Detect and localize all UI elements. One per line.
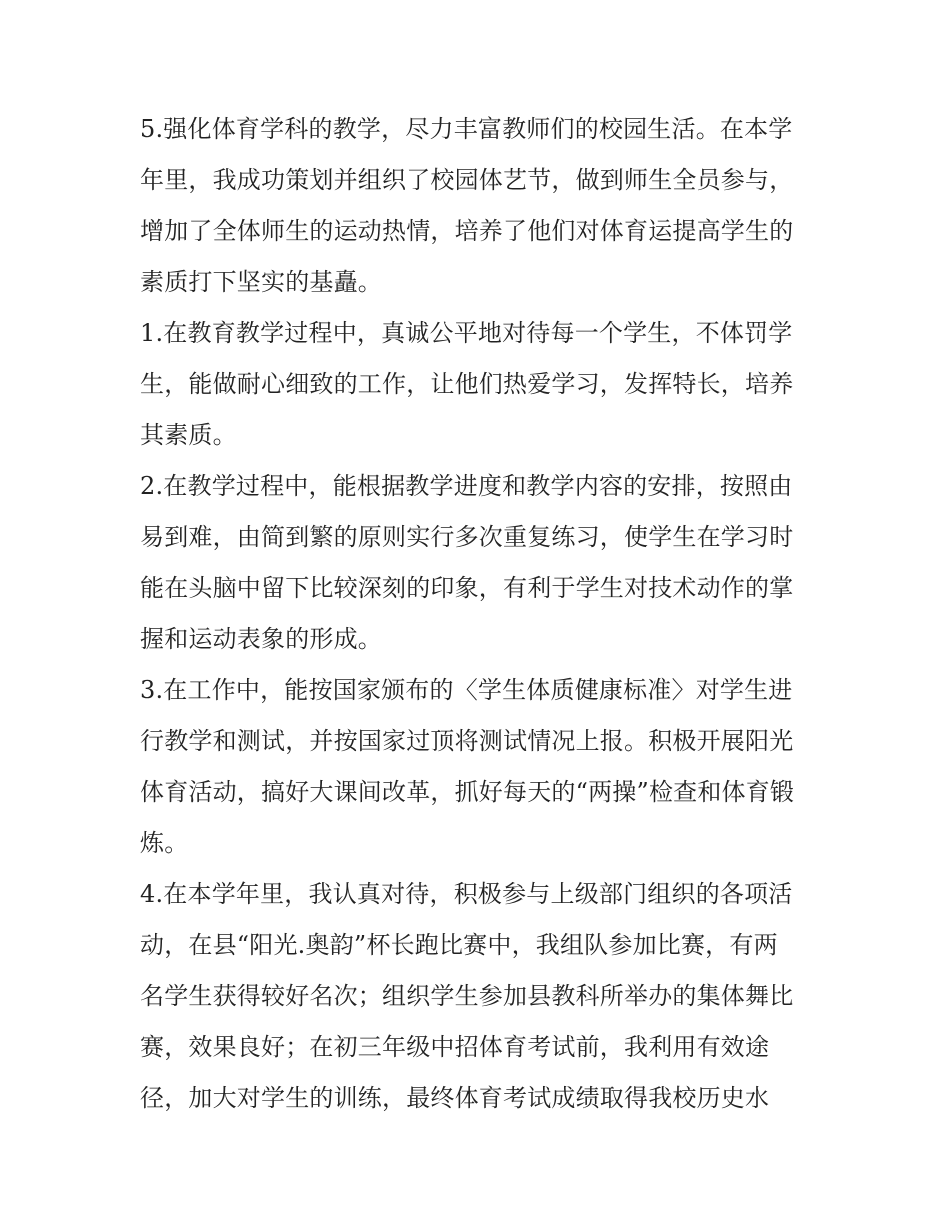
text-line: 易到难，由简到繁的原则实行多次重复练习，使学生在学习时 (140, 523, 794, 551)
text-line: 5.强化体育学科的教学，尽力丰富教师们的校园生活。在本学 (140, 115, 793, 143)
paragraph-4 (140, 869, 816, 1124)
text-line: 3.在工作中，能按国家颁布的〈学生体质健康标准〉对学生进 (140, 676, 793, 704)
text-line: 年里，我成功策划并组织了校园体艺节，做到师生全员参与， (140, 166, 794, 194)
text-line: 径，加大对学生的训练，最终体育考试成绩取得我校历史水 (140, 1084, 770, 1112)
text-line: 2.在教学过程中，能根据教学进度和教学内容的安排，按照由 (140, 472, 793, 500)
text-line: 1.在教育教学过程中，真诚公平地对待每一个学生，不体罚学 (140, 319, 793, 347)
text-line: 动，在县“阳光.奥韵”杯长跑比赛中，我组队参加比赛，有两 (140, 931, 778, 959)
text-line: 握和运动表象的形成。 (140, 625, 382, 653)
text-line: 炼。 (140, 829, 189, 857)
text-line: 名学生获得较好名次；组织学生参加县教科所举办的集体舞比 (140, 982, 794, 1010)
text-line: 其素质。 (140, 421, 237, 449)
paragraph-5-intro (140, 104, 816, 308)
text-line: 体育活动，搞好大课间改革，抓好每天的“两操”检查和体育锻 (140, 778, 795, 806)
document-body (140, 104, 816, 1124)
text-line: 增加了全体师生的运动热情，培养了他们对体育运提高学生的 (140, 217, 794, 245)
text-line: 生，能做耐心细致的工作，让他们热爱学习，发挥特长，培养 (140, 370, 794, 398)
text-line: 赛，效果良好；在初三年级中招体育考试前，我利用有效途 (140, 1033, 770, 1061)
paragraph-3 (140, 665, 816, 869)
text-line: 4.在本学年里，我认真对待，积极参与上级部门组织的各项活 (140, 880, 793, 908)
paragraph-1 (140, 308, 816, 461)
text-line: 能在头脑中留下比较深刻的印象，有利于学生对技术动作的掌 (140, 574, 794, 602)
paragraph-2 (140, 461, 816, 665)
text-line: 行教学和测试，并按国家过顶将测试情况上报。积极开展阳光 (140, 727, 794, 755)
text-line: 素质打下坚实的基矗。 (140, 268, 382, 296)
